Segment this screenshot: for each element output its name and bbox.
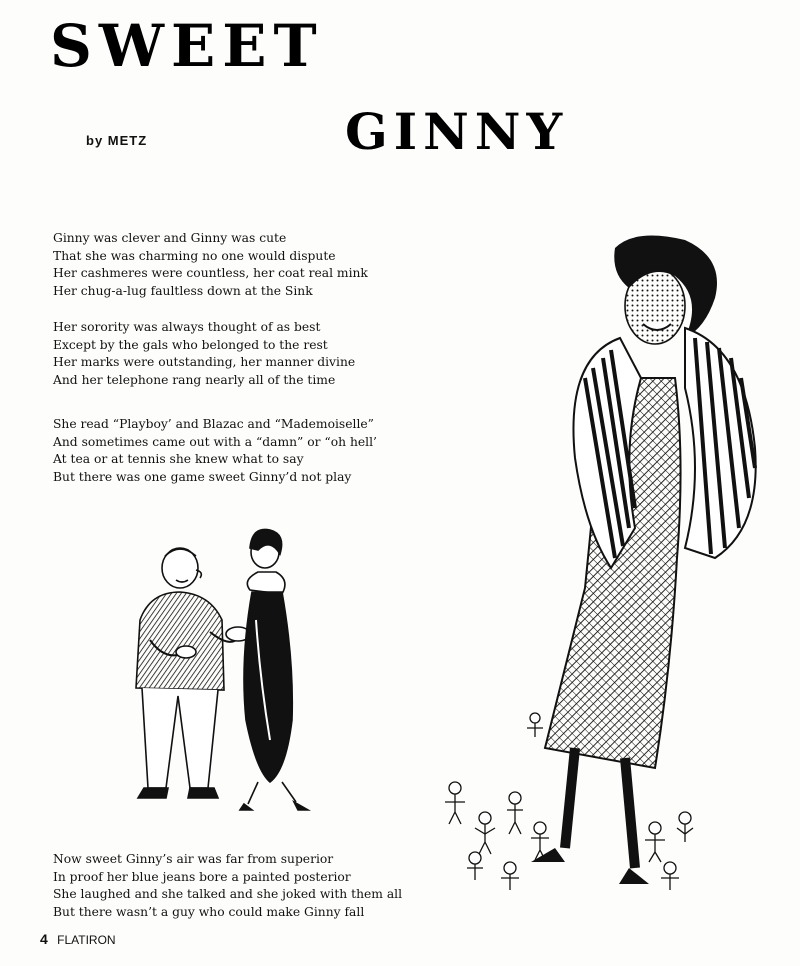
- verse-line: And her telephone rang nearly all of the time: [53, 372, 336, 387]
- magazine-name: FLATIRON: [57, 933, 116, 947]
- verse-line: Her sorority was always thought of as best: [53, 320, 321, 334]
- verse-line: That she was charming no one would dispute: [53, 248, 336, 263]
- verse-line: Except by the gals who belonged to the rest: [53, 337, 328, 352]
- verse-line: She laughed and she talked and she joked with them all: [53, 887, 403, 902]
- verse-line: But there was one game sweet Ginny’d not play: [53, 469, 352, 484]
- ginny-illustration: [415, 228, 765, 928]
- stanza-3: [53, 416, 393, 486]
- verse-line: Her marks were outstanding, her manner divine: [53, 355, 356, 370]
- byline: by METZ: [86, 133, 148, 148]
- verse-line: But there wasn’t a guy who could make Ginny fall: [53, 904, 365, 919]
- page-footer: [40, 931, 116, 947]
- verse-line: Ginny was clever and Ginny was cute: [53, 231, 287, 245]
- stanza-1: [53, 230, 393, 300]
- verse-line: At tea or at tennis she knew what to say: [53, 452, 304, 467]
- page-number: 4: [40, 931, 48, 947]
- verse-line: Now sweet Ginny’s air was far from superior: [53, 852, 334, 866]
- verse-line: Her chug-a-lug faultless down at the Sink: [53, 283, 313, 298]
- verse-line: In proof her blue jeans bore a painted posterior: [53, 869, 351, 884]
- title-sweet: SWEET: [50, 12, 324, 80]
- man-figure: [136, 548, 250, 798]
- verse-line: And sometimes came out with a “damn” or “oh hell’: [53, 434, 377, 449]
- verse-line: Her cashmeres were countless, her coat real mink: [53, 266, 368, 281]
- ginny-face: [625, 268, 685, 344]
- title-ginny: GINNY: [345, 102, 569, 161]
- stanza-2: [53, 319, 393, 389]
- stanza-4: [53, 851, 403, 921]
- verse-line: She read “Playboy’ and Blazac and “Mademoiselle”: [53, 417, 374, 431]
- woman-figure: [240, 529, 308, 810]
- couple-illustration: [110, 520, 340, 820]
